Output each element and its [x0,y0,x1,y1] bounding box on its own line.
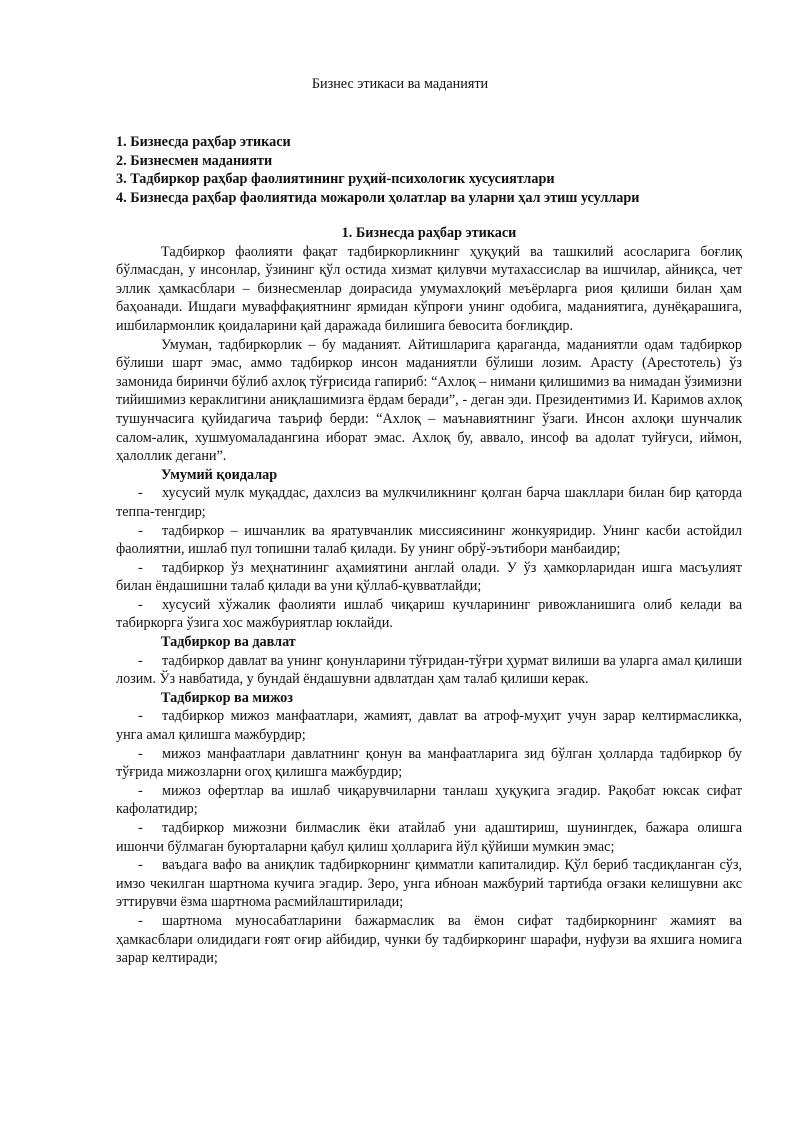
list-item-text: тадбиркор мижоз манфаатлари, жамият, давлат ва атроф-муҳит учун зарар келтирмасликка, унга амал қилишга мажбурдир; [116,708,742,744]
list-item-text: ваъдага вафо ва аниқлик тадбиркорнинг қимматли капиталидир. Қўл бериб тасдиқланган сўз, имзо чекилган шартнома кучига эгадир. Зеро, унга ибноан мажбурий тартибда оғзаки келишувни акс эттирувчи ёзма шартнома расмийлаштирилади; [116,857,742,911]
list-item-text: тадбиркор – ишчанлик ва яратувчанлик миссиясининг жонкуяридир. Унинг касби астойдил фаолиятни, ишлаб пул топишни талаб қилади. Бу унинг обрў-эътибори манбаидир; [116,522,742,558]
dash-marker: - [138,596,143,613]
paragraph: Умуман, тадбиркорлик – бу маданият. Айтишларига қараганда, маданиятли одам тадбиркор бўлиши шарт эмас, аммо тадбиркор инсон маданиятли бўлиши лозим. Арасту (Арестотель) ўз замонида биринчи бўлиб ахлоқ тўғрисида гапириб: “Ахлоқ – нимани қилишимиз ва нимадан ўзимизни тийишимиз кераклигини аниқлашимизга ёрдам беради”, - деган эди. Президентимиз И. Каримов ахлоқ тушунчасига қуйидагича таъриф берди: “Ахлоқ – маънавиятнинг ўзаги. Инсон ахлоқи шунчалик салом-алик, хушмуомаладангина иборат эмас. Ахлоқ бу, аввало, инсоф ва адолат туйғуси, иймон, ҳалоллик дегани”. [116,336,742,465]
dash-marker: - [138,857,143,874]
toc-item: 2. Бизнесмен маданияти [116,152,273,169]
toc-item: 4. Бизнесда раҳбар фаолиятида можароли ҳолатлар ва уларни ҳал этиш усуллари [116,189,640,206]
dash-marker: - [138,652,143,669]
list-item [116,707,742,744]
list-item [116,652,742,689]
dash-marker: - [138,912,143,929]
subheading-state: Тадбиркор ва давлат [161,634,296,651]
dash-marker: - [138,522,143,539]
dash-marker: - [138,782,143,799]
toc-item: 3. Тадбиркор раҳбар фаолиятининг руҳий-психологик хусусиятлари [116,171,555,188]
list-item-text: мижоз манфаатлари давлатнинг қонун ва манфаатларига зид бўлган ҳолларда тадбиркор бу тўғрида мижозларни огоҳ қилишга мажбурдир; [116,745,742,781]
dash-marker: - [138,745,143,762]
list-item-text: тадбиркор ўз меҳнатининг аҳамиятини англай олади. У ўз ҳамкорларидан ишга масъулият билан ёндашишни талаб қилади ва уни қўллаб-қувватлайди; [116,559,742,595]
list-item-text: шартнома муносабатларини бажармаслик ва ёмон сифат тадбиркорнинг жамият ва ҳамкасблари олидидаги ғоят оғир айбидир, чунки бу тадбиркоринг шарафи, нуфузи ва яхшига номига зарар келтиради; [116,912,742,967]
dash-marker: - [138,559,143,576]
list-item [116,819,742,856]
table-of-contents [116,133,756,207]
list-item-text: хусусий мулк муқаддас, дахлсиз ва мулкчиликнинг қолган барча шакллари билан бир қаторда теппа-тенгдир; [116,485,742,520]
paragraph: Тадбиркор фаолияти фақат тадбиркорликнинг ҳуқуқий ва ташкилий асосларига боғлиқ бўлмасдан, у инсонлар, ўзининг қўл остида хизмат қилувчи мутахассислар ва ишчилар, айниқса, чет эллик ҳамкасблари – бизнесменлар доирасида умумахлоқий меъёрларга риоя қилиши билан ҳам баҳоанади. Ишдаги муваффақиятнинг ярмидан кўпроғи унинг одобига, маданиятига, дунёқарашига, ишбилармонлик қоидаларини қай даражада билишига бевосита боғлиқдир. [116,243,742,334]
document-title: Бизнес этикаси ва маданияти [311,76,489,92]
list-item [116,745,742,782]
toc-item: 1. Бизнесда раҳбар этикаси [116,134,291,150]
list-item [116,782,742,819]
list-item-text: тадбиркор мижозни билмаслик ёки атайлаб уни адаштириш, шунингдек, бажара олишга ишончи бўлмаган буюрталарни қабул қилиш ҳолларига йўл қўйиши мумкин эмас; [116,820,742,855]
document-body [116,224,742,968]
list-item [116,912,742,968]
list-item [116,856,742,912]
list-item-text: тадбиркор давлат ва унинг қонунларини тўғридан-тўғри ҳурмат вилиши ва уларга амал қилиши лозим. Ўз навбатида, у бундай ёндашувни адвлатдан ҳам талаб қилиши керак. [116,652,742,688]
dash-marker: - [138,485,143,502]
list-item-text: мижоз офертлар ва ишлаб чиқарувчиларни танлаш ҳуқуқига эгадир. Рақобат юксак сифат кафолатидир; [116,782,742,818]
list-item-text: хусусий хўжалик фаолияти ишлаб чиқариш кучларининг ривожланишига олиб келади ва табиркорга ўзига хос мажбуриятлар юклайди. [116,596,742,632]
list-item [116,484,742,521]
subheading-client: Тадбиркор ва мижоз [161,689,293,706]
list-item [116,522,742,559]
section-heading: 1. Бизнесда раҳбар этикаси [341,225,517,241]
dash-marker: - [138,708,143,725]
list-item [116,559,742,596]
dash-marker: - [138,820,143,836]
subheading-general-rules: Умумий қоидалар [161,466,278,483]
list-item [116,596,742,633]
